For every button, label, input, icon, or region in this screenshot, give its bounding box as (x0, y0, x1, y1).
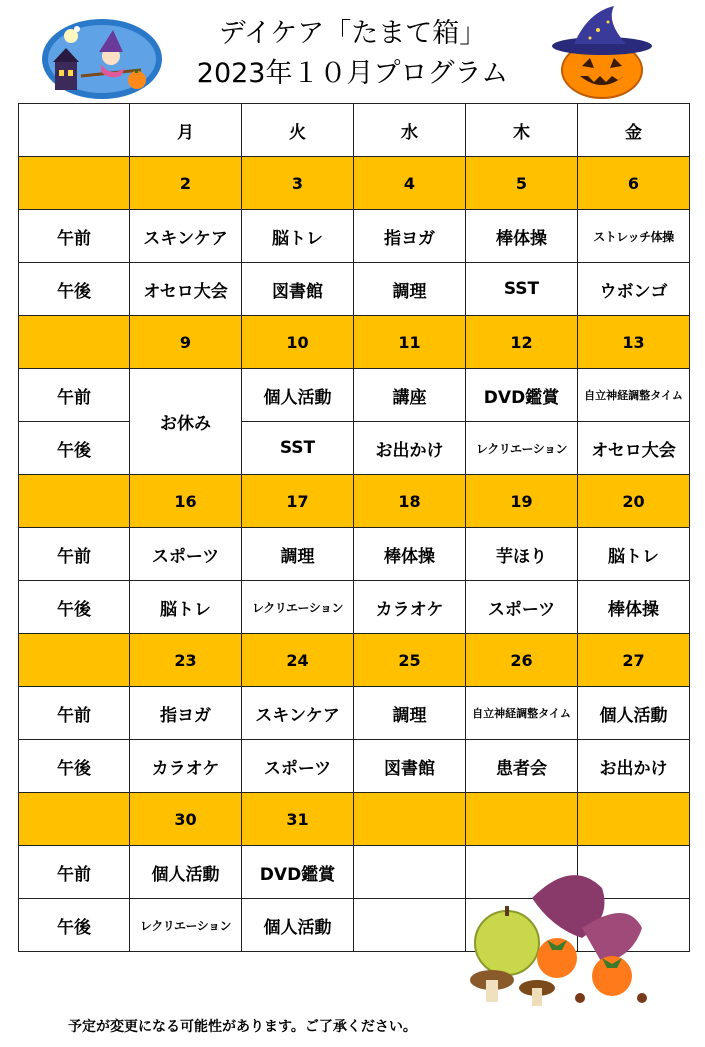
activity-cell: 棒体操 (578, 581, 690, 634)
pm-label: 午後 (19, 740, 130, 793)
pm-label: 午後 (19, 581, 130, 634)
date-label-cell (19, 634, 130, 687)
date-cell: 19 (466, 475, 578, 528)
activity-cell: レクリエーション (130, 899, 242, 952)
activity-cell: カラオケ (130, 740, 242, 793)
change-notice: 予定が変更になる可能性があります。ご了承ください。 (68, 1019, 417, 1035)
date-cell: 10 (242, 316, 354, 369)
date-cell: 6 (578, 157, 690, 210)
activity-cell: スポーツ (466, 581, 578, 634)
date-cell: 4 (354, 157, 466, 210)
pm-row (19, 581, 690, 634)
pm-row (19, 740, 690, 793)
activity-cell: DVD鑑賞 (466, 369, 578, 422)
am-label: 午前 (19, 846, 130, 899)
activity-cell: レクリエーション (466, 422, 578, 475)
activity-cell: お出かけ (578, 740, 690, 793)
date-cell: 18 (354, 475, 466, 528)
activity-cell: スポーツ (130, 528, 242, 581)
date-cell: 5 (466, 157, 578, 210)
activity-cell: カラオケ (354, 581, 466, 634)
am-row (19, 687, 690, 740)
date-label-cell (19, 793, 130, 846)
activity-cell: SST (466, 263, 578, 316)
date-cell: 12 (466, 316, 578, 369)
date-cell: 25 (354, 634, 466, 687)
date-cell (466, 793, 578, 846)
date-label-cell (19, 157, 130, 210)
activity-cell (354, 846, 466, 899)
activity-cell: 棒体操 (466, 210, 578, 263)
date-cell: 23 (130, 634, 242, 687)
activity-cell: 個人活動 (130, 846, 242, 899)
date-cell (578, 793, 690, 846)
date-label-cell (19, 316, 130, 369)
title-line-2: 2023年１０月プログラム (196, 58, 509, 89)
activity-cell: 指ヨガ (130, 687, 242, 740)
activity-cell: 図書館 (354, 740, 466, 793)
holiday-cell: お休み (130, 369, 242, 475)
date-label-cell (19, 475, 130, 528)
activity-cell: 調理 (242, 528, 354, 581)
date-cell: 27 (578, 634, 690, 687)
activity-cell: 講座 (354, 369, 466, 422)
date-cell (354, 793, 466, 846)
activity-cell: お出かけ (354, 422, 466, 475)
activity-cell: 脳トレ (130, 581, 242, 634)
am-label: 午前 (19, 210, 130, 263)
activity-cell: 脳トレ (578, 528, 690, 581)
weekday-header-row (19, 104, 690, 157)
activity-cell: ウボンゴ (578, 263, 690, 316)
activity-cell: 図書館 (242, 263, 354, 316)
activity-cell: レクリエーション (242, 581, 354, 634)
activity-cell: 自立神経調整タイム (578, 369, 690, 422)
date-cell: 24 (242, 634, 354, 687)
date-row (19, 793, 690, 846)
activity-cell: ストレッチ体操 (578, 210, 690, 263)
date-cell: 17 (242, 475, 354, 528)
activity-cell: 芋ほり (466, 528, 578, 581)
autumn-harvest-illustration (462, 858, 662, 1018)
am-label: 午前 (19, 687, 130, 740)
date-cell: 13 (578, 316, 690, 369)
date-row (19, 157, 690, 210)
weekday-wed: 水 (354, 104, 466, 157)
date-cell: 2 (130, 157, 242, 210)
weekday-tue: 火 (242, 104, 354, 157)
date-cell: 20 (578, 475, 690, 528)
activity-cell: オセロ大会 (130, 263, 242, 316)
pm-label: 午後 (19, 263, 130, 316)
pm-row (19, 263, 690, 316)
date-cell: 26 (466, 634, 578, 687)
activity-cell: SST (242, 422, 354, 475)
activity-cell: 調理 (354, 263, 466, 316)
am-row (19, 369, 690, 422)
am-row (19, 210, 690, 263)
activity-cell: 患者会 (466, 740, 578, 793)
activity-cell: DVD鑑賞 (242, 846, 354, 899)
schedule-table (18, 103, 690, 952)
date-cell: 31 (242, 793, 354, 846)
activity-cell: スキンケア (130, 210, 242, 263)
title-line-1: デイケア「たまて箱」 (218, 18, 487, 49)
date-row (19, 475, 690, 528)
date-cell: 9 (130, 316, 242, 369)
page-title (0, 14, 705, 94)
pm-label: 午後 (19, 899, 130, 952)
activity-cell: 指ヨガ (354, 210, 466, 263)
date-cell: 16 (130, 475, 242, 528)
activity-cell: 調理 (354, 687, 466, 740)
activity-cell: スキンケア (242, 687, 354, 740)
date-cell: 30 (130, 793, 242, 846)
activity-cell: オセロ大会 (578, 422, 690, 475)
pm-row (19, 422, 690, 475)
weekday-fri: 金 (578, 104, 690, 157)
weekday-mon: 月 (130, 104, 242, 157)
activity-cell: スポーツ (242, 740, 354, 793)
corner-cell (19, 104, 130, 157)
weekday-thu: 木 (466, 104, 578, 157)
date-cell: 11 (354, 316, 466, 369)
activity-cell: 個人活動 (242, 369, 354, 422)
activity-cell: 自立神経調整タイム (466, 687, 578, 740)
am-row (19, 528, 690, 581)
pm-label: 午後 (19, 422, 130, 475)
date-row (19, 316, 690, 369)
date-row (19, 634, 690, 687)
activity-cell (354, 899, 466, 952)
activity-cell: 脳トレ (242, 210, 354, 263)
activity-cell: 棒体操 (354, 528, 466, 581)
am-label: 午前 (19, 369, 130, 422)
date-cell: 3 (242, 157, 354, 210)
am-label: 午前 (19, 528, 130, 581)
activity-cell: 個人活動 (578, 687, 690, 740)
activity-cell: 個人活動 (242, 899, 354, 952)
